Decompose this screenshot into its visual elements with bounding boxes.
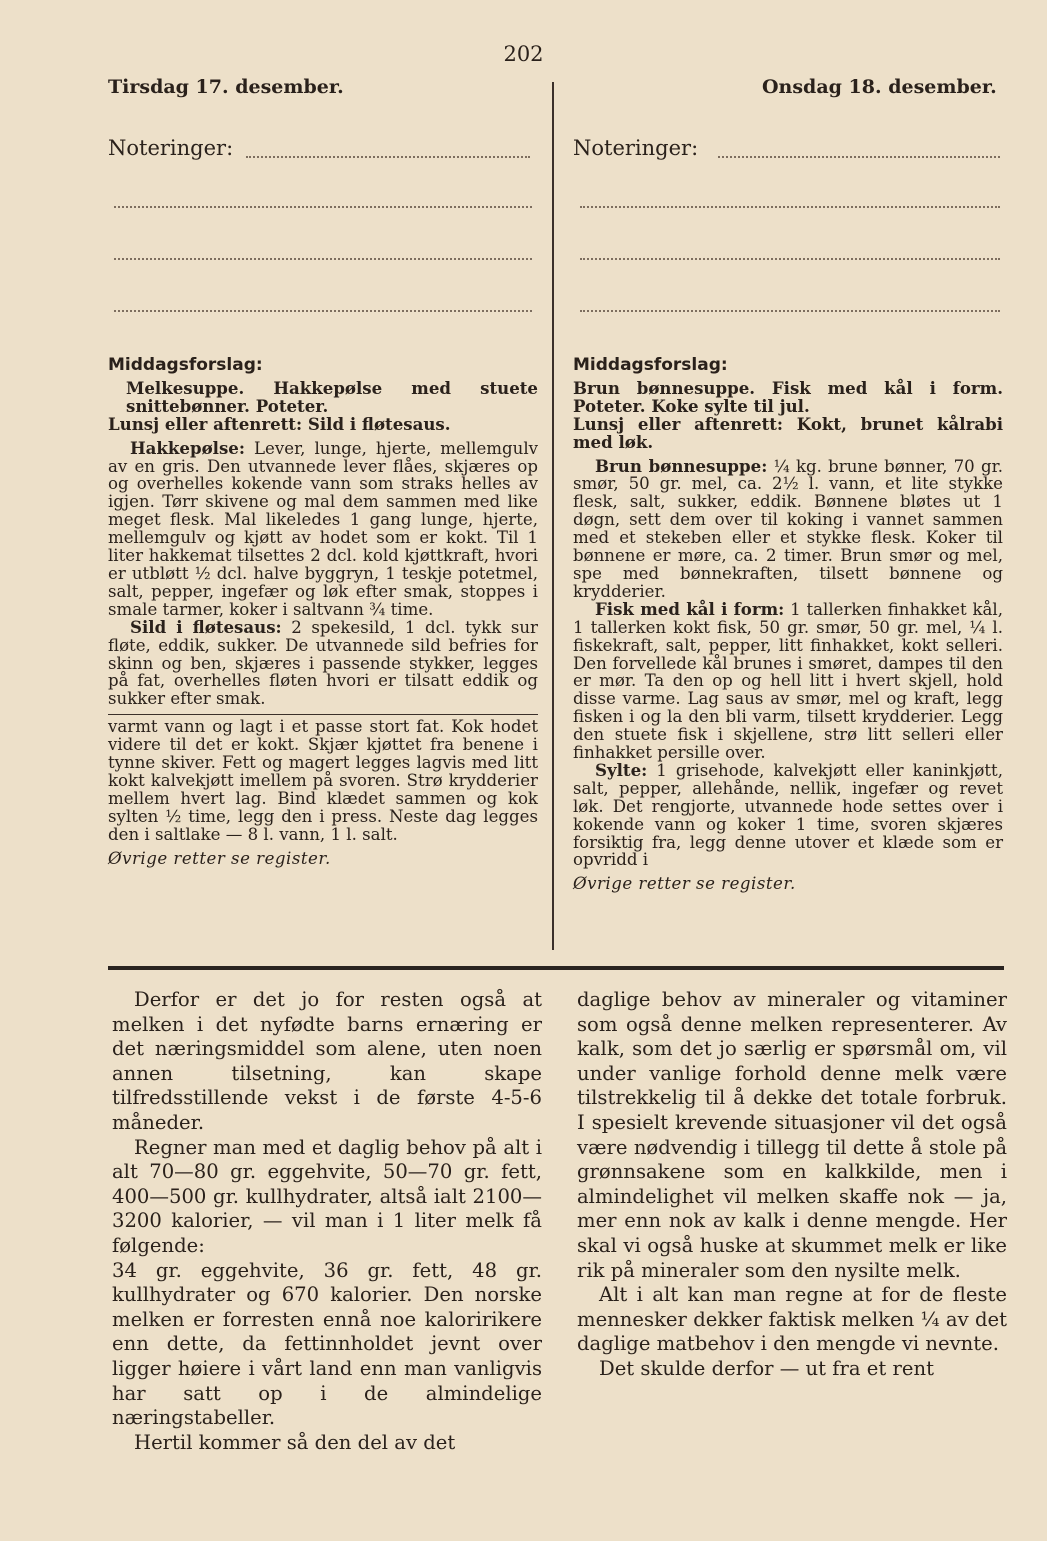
right-note-line: [580, 310, 1000, 312]
right-recipe-1-title: Brun bønnesuppe:: [595, 455, 768, 476]
left-day-heading: Tirsdag 17. desember.: [108, 76, 344, 98]
left-continuation-rule: [108, 714, 538, 715]
left-menu: Melkesuppe. Hakkepølse med stuete snittebønner. Poteter.: [126, 377, 538, 416]
article-paragraph: Hertil kommer så den del av det: [134, 1430, 456, 1454]
right-recipe-2-text: 1 tallerken finhakket kål, 1 tallerken kokt fisk, 50 gr. smør, 50 gr. mel, ¼ l. fiskekraft, salt, pepper, litt finhakket, kokt selleri. Den forvellede kål brunes i smøret, dampes til den er mør. Ta den op og hell litt i hvert skjell, hold disse varme. Lag saus av smør, mel og kraft, legg fisken i og la den bli varm, tilsett krydderier. Legg den stuete fisk i skjellene, strø litt selleri eller finhakket persille over.: [573, 599, 1003, 763]
left-continued-text: varmt vann og lagt i et passe stort fat. Kok hodet videre til det er kokt. Skjær kjøttet fra benene i tynne skiver. Fett og magert legges lagvis med litt kokt kalvekjøtt imellem på svoren. Strø krydderier mellem hvert lag. Bind klædet sammen og kok sylten ½ time, legg den i press. Neste dag legges den i saltlake — 8 l. vann, 1 l. salt.: [108, 717, 538, 844]
article-paragraph: Derfor er det jo for resten også at melken i det nyfødte barns ernæring er det næringsmiddel som alene, uten noen annen tilsetning, kan skape tilfredsstillende vekst i de første 4-5-6 måneder.: [112, 988, 542, 1134]
page-number: 202: [503, 42, 544, 66]
right-recipe-column: [573, 357, 1003, 893]
right-menu: Brun bønnesuppe. Fisk med kål i form. Poteter. Koke sylte til jul.: [573, 377, 1003, 416]
left-dinner-label: Middagsforslag:: [108, 355, 263, 375]
right-note-line: [580, 258, 1000, 260]
article-paragraph: 34 gr. eggehvite, 36 gr. fett, 48 gr. kullhydrater og 670 kalorier. Den norske melken er forresten ennå noe kaloririkere enn dette, da fettinnholdet jevnt over ligger høiere i vårt land enn man vanligvis har satt op i de almindelige næringstabeller.: [112, 1258, 542, 1430]
left-recipe-2-text: 2 spekesild, 1 dcl. tykk sur fløte, eddik, sukker. De utvannede sild befries for skinn og ben, skjæres i passende stykker, legges på fat, overhelles fløten hvori er tilsatt eddik og sukker efter smak.: [108, 617, 538, 709]
column-divider: [552, 82, 554, 950]
article-paragraph: Det skulde derfor — ut fra et rent: [599, 1356, 934, 1380]
article-paragraph: daglige behov av mineraler og vitaminer som også denne melken representerer. Av kalk, som det jo særlig er spørsmål om, vil under vanlige forhold denne melk være tilstrekkelig til å dekke det totale forbruk. I spesielt krevende situasjoner vil det også være nødvendig i tillegg til dette å stole på grønnsakene som en kalkkilde, men i almindelighet vil melken skaffe nok — ja, mer enn nok av kalk i denne mengde. Her skal vi også huske at skummet melk er like rik på mineraler som den nysilte melk.: [577, 988, 1007, 1282]
right-other-dishes: Øvrige retter se register.: [573, 874, 796, 894]
right-recipe-3-text: 1 grisehode, kalvekjøtt eller kaninkjøtt, salt, pepper, allehånde, nellik, ingefær og revet løk. Det rengjorte, utvannede hode settes over i kokende vann og koker 1 time, svoren skjæres forsiktig fra, legg denne utover et klæde som er opvridd i: [573, 760, 1003, 870]
left-recipe-2: [108, 616, 538, 709]
right-dinner-label: Middagsforslag:: [573, 355, 728, 375]
right-recipe-1-text: ¼ kg. brune bønner, 70 gr. smør, 50 gr. mel, ca. 2½ l. vann, et lite stykke flesk, salt, sukker, eddik. Bønnene bløtes ut 1 døgn, sett dem over til koking i vannet sammen med et stekeben eller et stykke flesk. Koker til bønnene er møre, ca. 2 timer. Brun smør og mel, spe med bønnekraften, tilsett bønnene og krydderier.: [573, 456, 1004, 601]
left-recipe-1: [108, 437, 539, 619]
left-recipe-2-title: Sild i fløtesaus:: [130, 616, 282, 637]
right-lunch: Lunsj eller aftenrett: Kokt, brunet kålrabi med løk.: [573, 413, 1003, 452]
left-recipe-1-title: Hakkepølse:: [130, 437, 245, 458]
right-recipe-2-title: Fisk med kål i form:: [595, 598, 785, 619]
left-other-dishes: Øvrige retter se register.: [108, 848, 331, 868]
left-notes-label: Noteringer:: [108, 136, 234, 160]
right-recipe-3-title: Sylte:: [595, 759, 648, 780]
right-recipe-2: [573, 598, 1003, 763]
right-recipe-3: [573, 759, 1003, 870]
right-note-line: [580, 206, 1000, 208]
article-left-column: [112, 988, 542, 1455]
left-lunch: Lunsj eller aftenrett: Sild i fløtesaus.: [108, 413, 451, 434]
left-note-line: [246, 156, 530, 158]
article-paragraph: Regner man med et daglig behov på alt i alt 70—80 gr. eggehvite, 50—70 gr. fett, 400—500 gr. kullhydrater, altså ialt 2100—3200 kalorier, — vil man i 1 liter melk få følgende:: [112, 1135, 542, 1257]
section-separator: [108, 966, 1004, 970]
left-recipe-1-text: Lever, lunge, hjerte, mellemgulv av en gris. Den utvannede lever flåes, skjæres op og overhelles kokende vann som straks helles av igjen. Tørr skivene og mal dem sammen med like meget flesk. Mal likeledes 1 gang lunge, hjerte, mellemgulv og kjøtt av hodet som er kokt. Til 1 liter hakkemat tilsettes 2 dcl. kold kjøttkraft, hvori er utbløtt ½ dcl. halve byggryn, 1 teskje potetmel, salt, pepper, ingefær og løk efter smak, stoppes i smale tarmer, koker i saltvann ¾ time.: [108, 438, 539, 619]
left-note-line: [114, 206, 532, 208]
right-recipe-1: [573, 455, 1004, 601]
right-day-heading: Onsdag 18. desember.: [762, 76, 997, 98]
left-note-line: [114, 258, 532, 260]
article-paragraph: Alt i alt kan man regne at for de fleste mennesker dekker faktisk melken ¼ av det daglige matbehov i den mengde vi nevnte.: [577, 1283, 1007, 1356]
left-recipe-column: [108, 357, 538, 867]
article-right-column: [577, 988, 1007, 1382]
right-note-line: [718, 156, 1000, 158]
left-note-line: [114, 310, 532, 312]
right-notes-label: Noteringer:: [573, 136, 699, 160]
